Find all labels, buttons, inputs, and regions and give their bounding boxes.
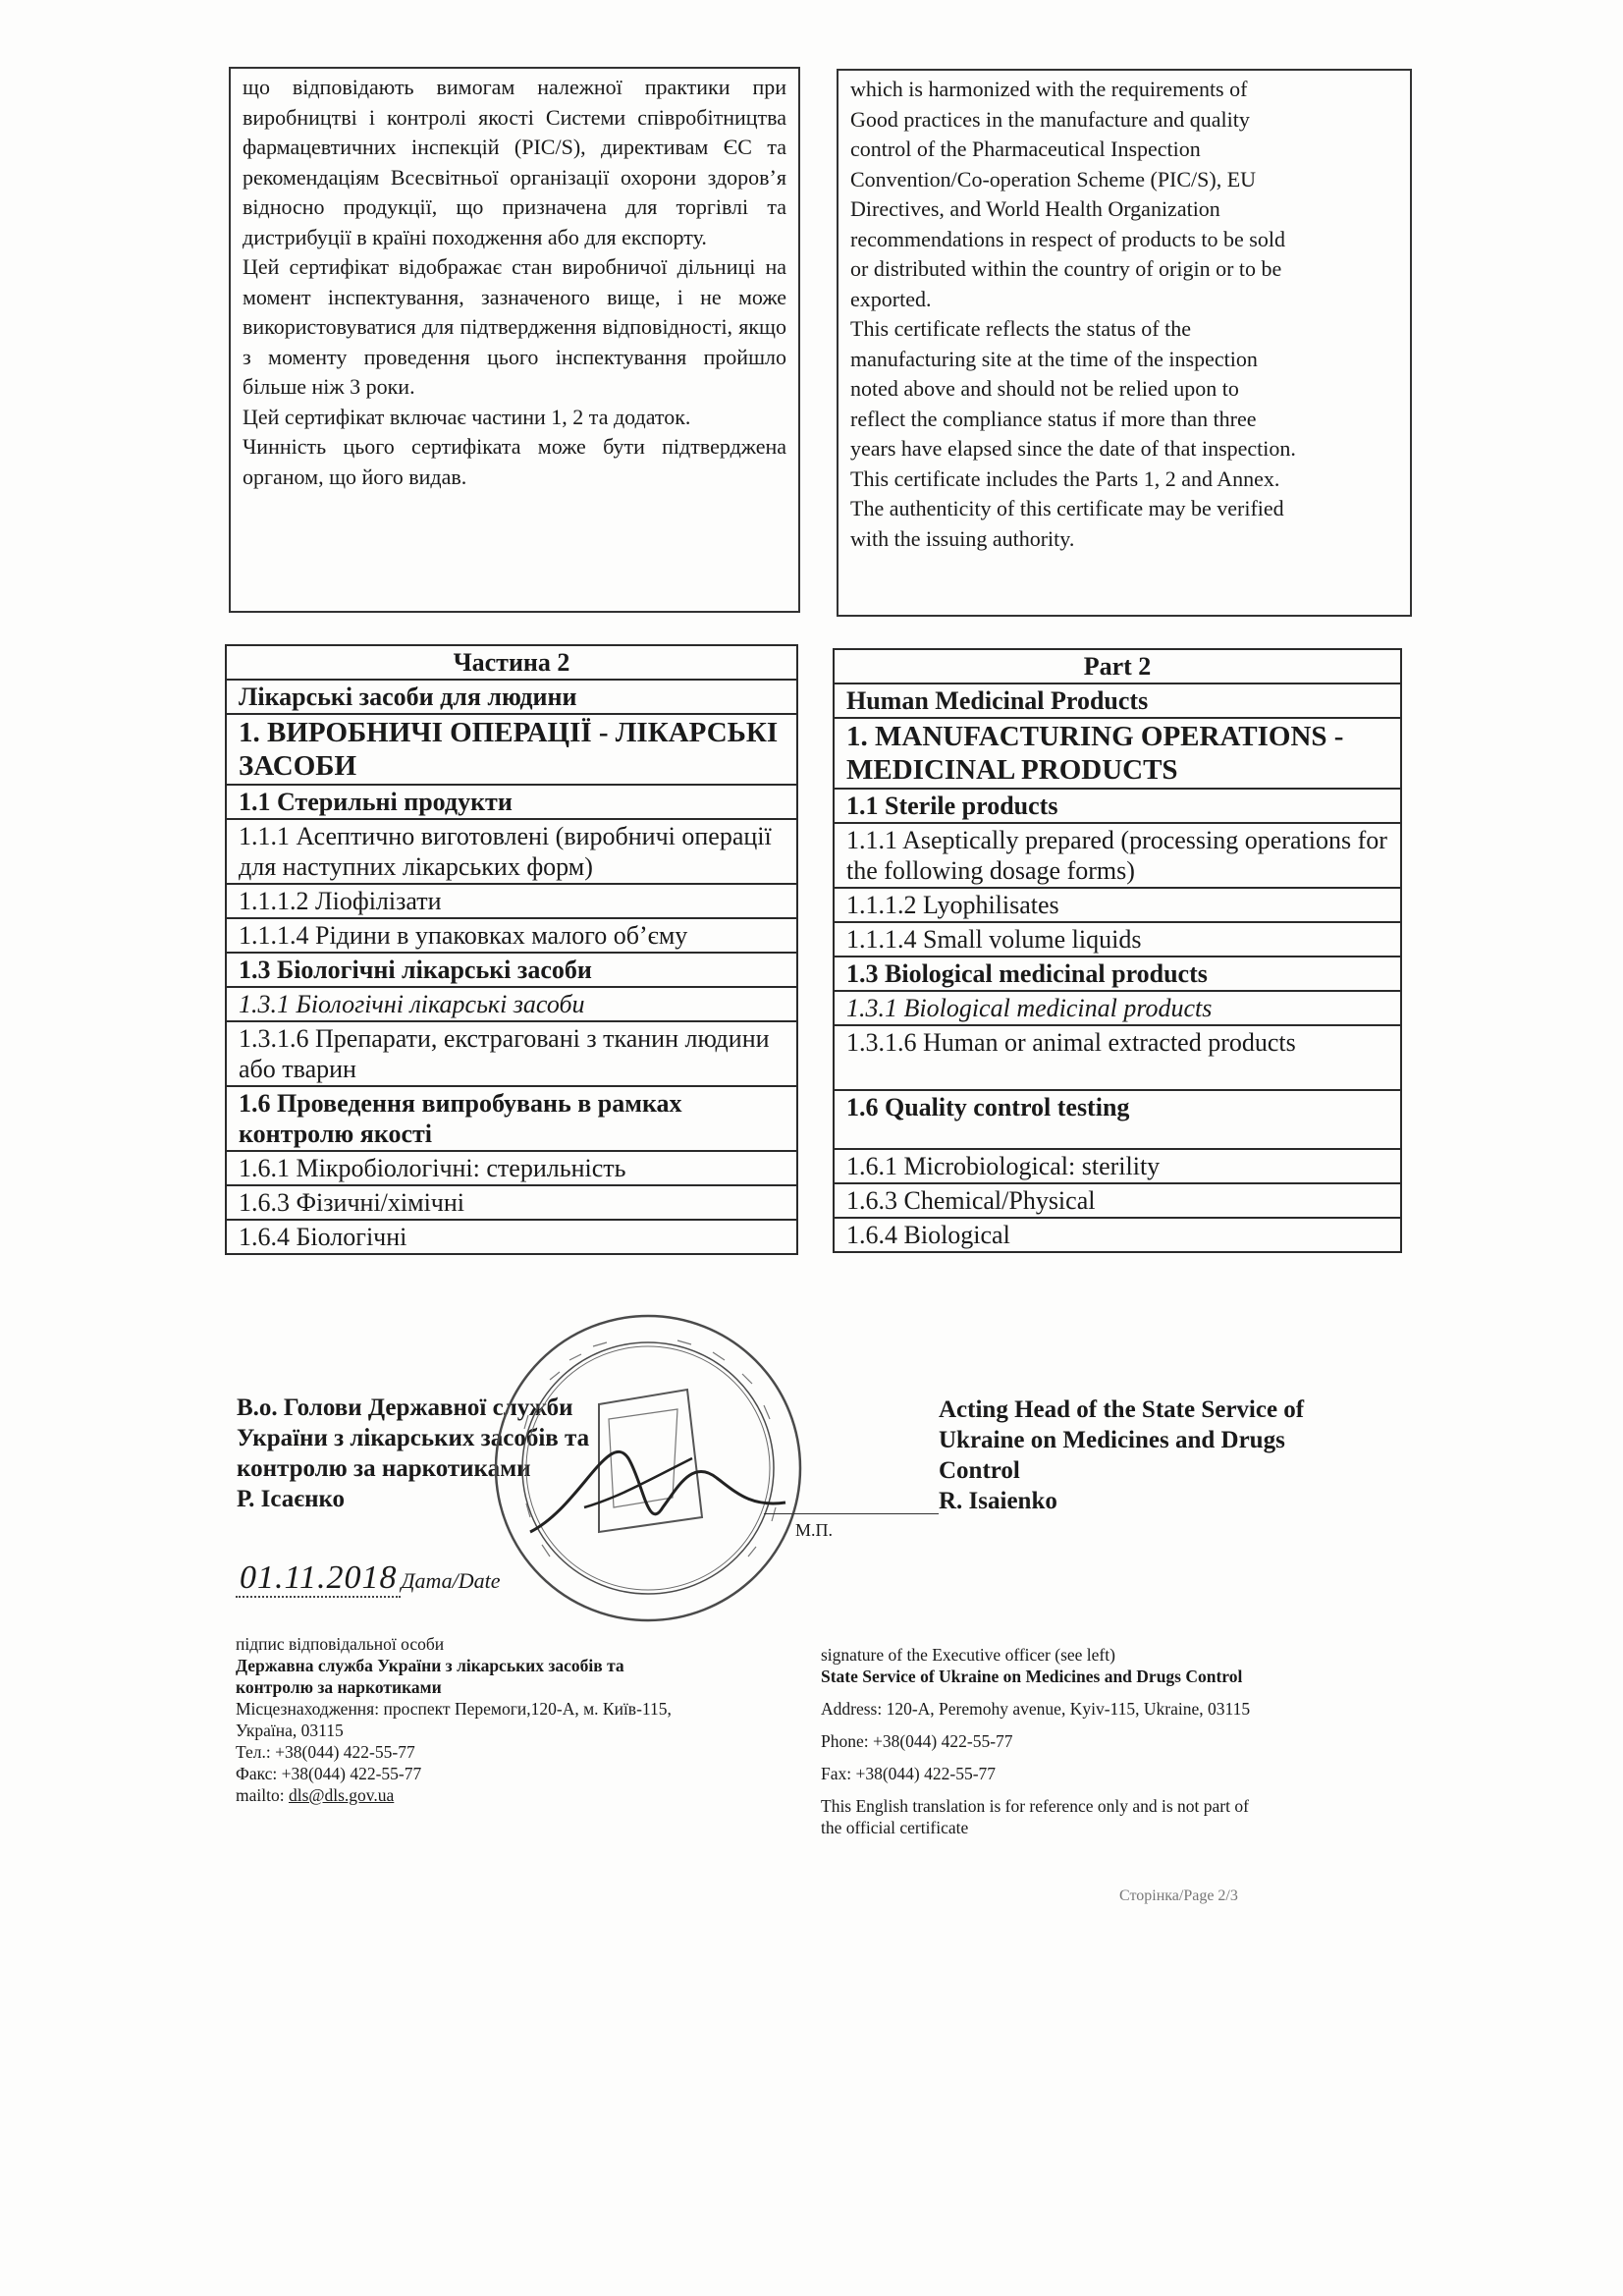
table-cell: 1.6.1 Microbiological: sterility: [834, 1149, 1401, 1183]
table-cell: 1.1.1.4 Small volume liquids: [834, 922, 1401, 957]
stamp-label: М.П.: [795, 1520, 834, 1540]
en-line: Directives, and World Health Organization: [850, 196, 1220, 221]
signatory-name: R. Isaienko: [939, 1488, 1057, 1514]
en-line: with the issuing authority.: [850, 525, 1075, 551]
signatory-line: Acting Head of the State Service of: [939, 1396, 1305, 1423]
table-row: [834, 683, 1401, 718]
table-row: [226, 987, 797, 1021]
table-row: [226, 645, 797, 680]
address-line: Address: 120-A, Peremohy avenue, Kyiv-115, Ukraine, 03115: [821, 1699, 1251, 1719]
en-line: manufacturing site at the time of the inspection: [850, 346, 1258, 371]
translation-note: the official certificate: [821, 1818, 969, 1837]
part2-table-english: [833, 648, 1402, 1253]
ukrainian-compliance-text: [229, 67, 800, 613]
signatory-name: Р. Ісаєнко: [237, 1486, 346, 1512]
table-row: [226, 1151, 797, 1185]
address-line: Місцезнаходження: проспект Перемоги,120-А, м. Київ-115,: [236, 1699, 672, 1719]
table-row: [834, 718, 1401, 789]
org-name-line: State Service of Ukraine on Medicines and Drugs Control: [821, 1667, 1243, 1686]
part-subtitle: Human Medicinal Products: [834, 683, 1401, 718]
uk-paragraph-authenticity: Чинність цього сертифіката може бути підтверджена органом, що його видав.: [243, 434, 786, 489]
phone-line: Тел.: +38(044) 422-55-77: [236, 1742, 415, 1762]
table-cell: 1.1.1.4 Рідини в упаковках малого об’єму: [226, 918, 797, 953]
official-seal-icon: [491, 1311, 805, 1625]
table-row: [226, 953, 797, 987]
en-line: Convention/Co-operation Scheme (PIC/S), EU: [850, 166, 1257, 191]
table-row: [834, 789, 1401, 823]
en-line: This certificate includes the Parts 1, 2 and Annex.: [850, 465, 1280, 491]
handwritten-date: 01.11.2018: [236, 1559, 401, 1598]
table-row: [226, 918, 797, 953]
table-cell: 1.6.3 Chemical/Physical: [834, 1183, 1401, 1218]
page-number: Сторінка/Page 2/3: [1119, 1887, 1238, 1904]
english-compliance-text: [837, 69, 1412, 617]
table-row: [834, 957, 1401, 991]
uk-paragraph-harmonized: що відповідають вимогам належної практики при виробництві і контролі якості Системи співробітництва фармацевтичних інспекцій (PIC/S), директивам ЄС та рекомендаціям Всесвітньої організації охорони здоров’я відносно продукції, що призначена для торгівлі та дистрибуції в країні походження або для експорту.: [243, 75, 786, 249]
table-row: [834, 1183, 1401, 1218]
part-title: Частина 2: [226, 645, 797, 680]
footer-ukrainian: [236, 1633, 672, 1806]
uk-paragraph-status: Цей сертифікат відображає стан виробничої дільниці на момент інспектування, зазначеного вище, і не може використовуватися для підтвердження відповідності, якщо з моменту проведення цього інспектування пройшло більше ніж 3 роки.: [243, 254, 786, 399]
table-row: [226, 785, 797, 819]
table-row: [226, 1185, 797, 1220]
fax-line: Fax: +38(044) 422-55-77: [821, 1764, 997, 1783]
table-row: [834, 1149, 1401, 1183]
subsection-heading: 1.3 Biological medicinal products: [834, 957, 1401, 991]
part-subtitle: Лікарські засоби для людини: [226, 680, 797, 714]
en-line: or distributed within the country of origin or to be: [850, 256, 1282, 281]
table-row: [834, 649, 1401, 683]
table-cell: 1.1.1 Aseptically prepared (processing operations for the following dosage forms): [834, 823, 1401, 888]
uk-paragraph-parts: Цей сертифікат включає частини 1, 2 та додаток.: [243, 404, 691, 429]
en-line: control of the Pharmaceutical Inspection: [850, 137, 1201, 161]
table-row: [226, 680, 797, 714]
date-field: [236, 1559, 501, 1597]
table-row: [226, 884, 797, 918]
signature-caption: підпис відповідальної особи: [236, 1634, 445, 1654]
table-row: [226, 819, 797, 884]
section-heading: 1. ВИРОБНИЧІ ОПЕРАЦІЇ - ЛІКАРСЬКІ ЗАСОБИ: [226, 714, 797, 785]
signature-line: [764, 1513, 939, 1514]
en-line: noted above and should not be relied upon to: [850, 376, 1239, 401]
table-row: [226, 1086, 797, 1151]
signatory-line: Ukraine on Medicines and Drugs: [939, 1427, 1285, 1453]
table-row: [834, 922, 1401, 957]
fax-line: Факс: +38(044) 422-55-77: [236, 1764, 422, 1783]
signatory-line: Control: [939, 1457, 1020, 1484]
table-row: [834, 991, 1401, 1025]
part-title: Part 2: [834, 649, 1401, 683]
table-cell: 1.3.1.6 Human or animal extracted products: [834, 1025, 1401, 1090]
table-cell: 1.3.1 Біологічні лікарські засоби: [226, 987, 797, 1021]
part2-table-ukrainian: [225, 644, 798, 1255]
address-line: Україна, 03115: [236, 1721, 344, 1740]
subsection-heading: 1.6 Quality control testing: [834, 1090, 1401, 1149]
table-row: [834, 1025, 1401, 1090]
date-label: Дата/Date: [401, 1568, 501, 1593]
table-cell: 1.6.4 Biological: [834, 1218, 1401, 1252]
table-cell: 1.3.1 Biological medicinal products: [834, 991, 1401, 1025]
table-row: [226, 714, 797, 785]
en-line: recommendations in respect of products to be sold: [850, 226, 1285, 251]
table-row: [834, 823, 1401, 888]
table-row: [834, 1090, 1401, 1149]
email-line: [236, 1784, 672, 1806]
section-heading: 1. MANUFACTURING OPERATIONS - MEDICINAL PRODUCTS: [834, 718, 1401, 789]
translation-note: This English translation is for reference only and is not part of: [821, 1796, 1249, 1816]
org-name-line: Державна служба України з лікарських засобів та: [236, 1656, 624, 1675]
table-cell: 1.1.1.2 Lyophilisates: [834, 888, 1401, 922]
table-cell: 1.6.3 Фізичні/хімічні: [226, 1185, 797, 1220]
signatory-english: [939, 1394, 1304, 1516]
table-row: [834, 1218, 1401, 1252]
en-line: exported.: [850, 286, 932, 311]
email-label: mailto:: [236, 1785, 285, 1805]
en-line: Good practices in the manufacture and quality: [850, 106, 1250, 132]
subsection-heading: 1.3 Біологічні лікарські засоби: [226, 953, 797, 987]
email-link[interactable]: dls@dls.gov.ua: [288, 1785, 395, 1805]
signatory-line: контролю за наркотиками: [237, 1455, 531, 1482]
table-row: [226, 1021, 797, 1086]
signature-caption: signature of the Executive officer (see left): [821, 1645, 1115, 1665]
en-line: reflect the compliance status if more than three: [850, 406, 1257, 431]
org-name-line: контролю за наркотиками: [236, 1677, 442, 1697]
subsection-heading: 1.1 Sterile products: [834, 789, 1401, 823]
en-line: The authenticity of this certificate may be verified: [850, 496, 1284, 520]
table-cell: 1.6.4 Біологічні: [226, 1220, 797, 1254]
en-line: This certificate reflects the status of the: [850, 316, 1191, 341]
phone-line: Phone: +38(044) 422-55-77: [821, 1731, 1013, 1751]
table-cell: 1.1.1 Асептично виготовлені (виробничі операції для наступних лікарських форм): [226, 819, 797, 884]
signatory-line: В.о. Голови Державної служби: [237, 1394, 573, 1421]
en-line: years have elapsed since the date of that inspection.: [850, 436, 1296, 461]
footer-english: [821, 1644, 1250, 1838]
table-row: [834, 888, 1401, 922]
table-row: [226, 1220, 797, 1254]
subsection-heading: 1.6 Проведення випробувань в рамках контролю якості: [226, 1086, 797, 1151]
table-cell: 1.1.1.2 Ліофілізати: [226, 884, 797, 918]
en-line: which is harmonized with the requirements of: [850, 77, 1248, 101]
subsection-heading: 1.1 Стерильні продукти: [226, 785, 797, 819]
signatory-line: України з лікарських засобів та: [237, 1425, 590, 1451]
table-cell: 1.3.1.6 Препарати, екстраговані з тканин людини або тварин: [226, 1021, 797, 1086]
table-cell: 1.6.1 Мікробіологічні: стерильність: [226, 1151, 797, 1185]
